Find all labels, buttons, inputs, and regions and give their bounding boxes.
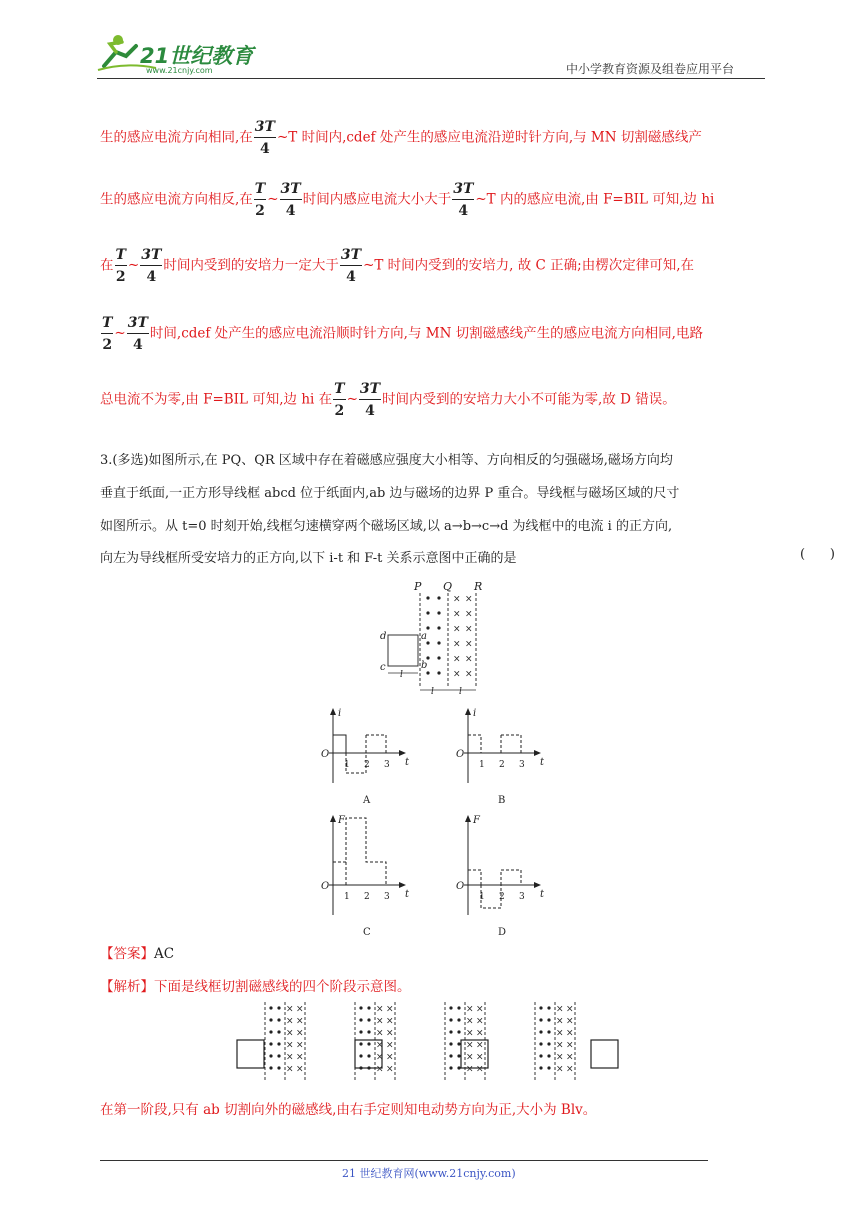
tick-label: 3 — [519, 892, 525, 902]
cross-mark: × — [566, 1064, 574, 1075]
fraction-3t-4: $\frac{3T}{4}$ — [340, 247, 362, 285]
dot-mark — [437, 641, 440, 644]
curve-segment — [366, 735, 386, 753]
y-axis-label: i — [338, 708, 342, 719]
dot-mark — [547, 1018, 550, 1021]
dot-mark — [269, 1066, 272, 1069]
cross-mark: × — [476, 1028, 484, 1039]
dot-mark — [539, 1042, 542, 1045]
tick-label: 3 — [384, 760, 390, 770]
curve-segment — [333, 735, 346, 753]
tick-label: 1 — [479, 892, 485, 902]
cross-mark: × — [476, 1052, 484, 1063]
cross-mark: × — [386, 1052, 394, 1063]
text-line-5 — [100, 382, 765, 418]
fraction-3t-4: $\frac{3T}{4}$ — [359, 381, 381, 419]
dot-mark — [539, 1054, 542, 1057]
cross-mark: × — [453, 594, 461, 605]
y-axis-label: F — [473, 815, 480, 826]
y-axis-label: i — [473, 708, 477, 719]
dot-mark — [457, 1042, 460, 1045]
origin-label: O — [321, 749, 330, 760]
x-axis-label: t — [540, 757, 545, 768]
magnetic-field-figure — [370, 578, 490, 696]
text-line-2 — [100, 182, 765, 218]
dot-mark — [367, 1018, 370, 1021]
dot-mark — [457, 1066, 460, 1069]
text-segment: 总电流不为零,由 F=BIL 可知,边 hi 在 — [100, 391, 333, 408]
dot-mark — [547, 1006, 550, 1009]
tick-label: 1 — [479, 760, 485, 770]
cross-mark: × — [476, 1004, 484, 1015]
cross-mark: × — [566, 1040, 574, 1051]
label-b: b — [421, 660, 428, 671]
dot-mark — [547, 1066, 550, 1069]
cross-mark: × — [286, 1028, 294, 1039]
dot-mark — [367, 1006, 370, 1009]
text-segment: ~ — [346, 391, 358, 408]
label-r: R — [474, 580, 483, 593]
origin-label: O — [456, 881, 465, 892]
cross-mark: × — [465, 654, 473, 665]
tick-label: 1 — [344, 892, 350, 902]
fraction-3t-4: $\frac{3T}{4}$ — [254, 119, 275, 157]
dot-mark — [437, 611, 440, 614]
graph-caption: D — [498, 927, 507, 938]
cross-mark: × — [286, 1064, 294, 1075]
cross-mark: × — [556, 1040, 564, 1051]
dot-mark — [539, 1006, 542, 1009]
cross-mark: × — [556, 1004, 564, 1015]
cross-mark: × — [466, 1028, 474, 1039]
cross-mark: × — [465, 594, 473, 605]
cross-mark: × — [476, 1016, 484, 1027]
cross-mark: × — [296, 1016, 304, 1027]
text-segment: ~T 时间内受到的安培力, 故 C 正确;由楞次定律可知,在 — [363, 257, 695, 274]
text-segment: ~T 时间内,cdef 处产生的感应电流沿逆时针方向,与 MN 切割磁感线产 — [276, 129, 702, 146]
cross-mark: × — [466, 1040, 474, 1051]
cross-mark: × — [453, 654, 461, 665]
cross-mark: × — [296, 1064, 304, 1075]
dot-mark — [539, 1018, 542, 1021]
cross-mark: × — [376, 1028, 384, 1039]
cross-mark: × — [296, 1028, 304, 1039]
x-axis-label: t — [405, 757, 410, 768]
dot-mark — [426, 611, 429, 614]
x-axis-label: t — [405, 889, 410, 900]
dot-mark — [437, 671, 440, 674]
cross-mark: × — [466, 1016, 474, 1027]
dot-mark — [457, 1054, 460, 1057]
cross-mark: × — [465, 639, 473, 650]
dot-mark — [277, 1018, 280, 1021]
wire-frame — [237, 1040, 264, 1068]
cross-mark: × — [476, 1064, 484, 1075]
cross-mark: × — [296, 1052, 304, 1063]
dot-mark — [426, 626, 429, 629]
tick-label: 2 — [499, 892, 505, 902]
graph-caption: B — [498, 795, 506, 806]
dot-mark — [437, 596, 440, 599]
dot-mark — [547, 1030, 550, 1033]
cross-mark: × — [386, 1040, 394, 1051]
text-line-4 — [100, 316, 765, 352]
cross-mark: × — [286, 1040, 294, 1051]
logo-url: www.21cnjy.com — [146, 66, 213, 75]
cross-mark: × — [556, 1064, 564, 1075]
graph-caption: C — [363, 927, 371, 938]
cross-mark: × — [465, 624, 473, 635]
cross-mark: × — [556, 1016, 564, 1027]
dot-mark — [437, 626, 440, 629]
dot-mark — [539, 1030, 542, 1033]
cross-mark: × — [566, 1004, 574, 1015]
answer-line — [100, 942, 174, 962]
dot-mark — [359, 1030, 362, 1033]
dot-mark — [437, 656, 440, 659]
dot-mark — [269, 1018, 272, 1021]
cross-mark: × — [386, 1004, 394, 1015]
answer-label: 【答案】 — [100, 946, 154, 962]
dot-mark — [426, 671, 429, 674]
dot-mark — [269, 1042, 272, 1045]
cross-mark: × — [376, 1004, 384, 1015]
text-segment: 时间,cdef 处产生的感应电流沿顺时针方向,与 MN 切割磁感线产生的感应电流方向相同,电路 — [149, 325, 703, 342]
tick-label: 1 — [344, 760, 350, 770]
dot-mark — [457, 1018, 460, 1021]
label-l: l — [459, 687, 462, 697]
cross-mark: × — [566, 1052, 574, 1063]
text-segment: 在 — [100, 257, 114, 274]
cross-mark: × — [466, 1004, 474, 1015]
text-segment: 生的感应电流方向相同,在 — [100, 129, 253, 146]
cross-mark: × — [466, 1052, 474, 1063]
curve-segment — [468, 735, 481, 753]
field-in-crosses — [453, 595, 473, 680]
dot-mark — [449, 1054, 452, 1057]
tick-label: 2 — [499, 760, 505, 770]
dot-mark — [367, 1042, 370, 1045]
fraction-3t-4: $\frac{3T}{4}$ — [141, 247, 162, 285]
cross-mark: × — [376, 1016, 384, 1027]
label-c: c — [380, 662, 386, 673]
text-line-1 — [100, 120, 765, 156]
dot-mark — [269, 1030, 272, 1033]
cross-mark: × — [556, 1028, 564, 1039]
cross-mark: × — [386, 1064, 394, 1075]
dot-mark — [449, 1042, 452, 1045]
curve-segment — [501, 735, 521, 753]
stage-diagrams — [235, 1000, 630, 1084]
dot-mark — [359, 1018, 362, 1021]
fraction-3t-4: $\frac{3T}{4}$ — [453, 181, 474, 219]
dot-mark — [547, 1042, 550, 1045]
dot-mark — [426, 596, 429, 599]
text-segment: 时间内受到的安培力大小不可能为零,故 D 错误。 — [382, 391, 676, 408]
label-p: P — [414, 580, 422, 593]
cross-mark: × — [453, 624, 461, 635]
question-line-2: 垂直于纸面,一正方形导线框 abcd 位于纸面内,ab 边与磁场的边界 P 重合。导线框与磁场区域的尺寸 — [100, 486, 680, 501]
tick-label: 3 — [384, 892, 390, 902]
curve-segment — [468, 870, 481, 885]
text-segment: ~ — [127, 257, 140, 274]
fraction-t-2: $\frac{T}{2}$ — [102, 315, 113, 353]
label-l: l — [400, 670, 403, 680]
dot-mark — [359, 1042, 362, 1045]
fraction-t-2: $\frac{T}{2}$ — [254, 181, 266, 219]
question-line-3: 如图所示。从 t=0 时刻开始,线框匀速横穿两个磁场区域,以 a→b→c→d 为线框中的电流 i 的正方向, — [100, 519, 673, 534]
text-segment: 时间内感应电流大小大于 — [302, 191, 452, 208]
graph-caption: A — [363, 795, 371, 806]
dot-mark — [269, 1006, 272, 1009]
graph-d — [450, 810, 550, 938]
text-segment: ~T 内的感应电流,由 F=BIL 可知,边 hi — [475, 191, 715, 208]
dot-mark — [277, 1030, 280, 1033]
dot-mark — [449, 1006, 452, 1009]
tick-label: 2 — [364, 760, 370, 770]
dot-mark — [367, 1054, 370, 1057]
text-segment: ~ — [267, 191, 279, 208]
cross-mark: × — [296, 1040, 304, 1051]
wire-frame — [591, 1040, 618, 1068]
footer-rule — [100, 1160, 708, 1161]
fraction-3t-4: $\frac{3T}{4}$ — [127, 315, 148, 353]
dot-mark — [457, 1030, 460, 1033]
dot-mark — [449, 1066, 452, 1069]
cross-mark: × — [386, 1028, 394, 1039]
cross-mark: × — [465, 669, 473, 680]
cross-mark: × — [476, 1040, 484, 1051]
y-axis-label: F — [338, 815, 345, 826]
question-line-4: 向左为导线框所受安培力的正方向,以下 i-t 和 F-t 关系示意图中正确的是 — [100, 551, 517, 566]
text-line-3 — [100, 248, 765, 284]
cross-mark: × — [453, 669, 461, 680]
dot-mark — [359, 1006, 362, 1009]
answer-paren: ( ) — [800, 547, 835, 562]
dot-mark — [547, 1054, 550, 1057]
cross-mark: × — [466, 1064, 474, 1075]
cross-mark: × — [386, 1016, 394, 1027]
graph-b — [450, 703, 550, 813]
cross-mark: × — [296, 1004, 304, 1015]
dot-mark — [359, 1054, 362, 1057]
dot-mark — [449, 1030, 452, 1033]
fraction-t-2: $\frac{T}{2}$ — [115, 247, 126, 285]
final-line: 在第一阶段,只有 ab 切割向外的磁感线,由右手定则知电动势方向为正,大小为 Blv。 — [100, 1102, 597, 1118]
cross-mark: × — [286, 1016, 294, 1027]
fraction-t-2: $\frac{T}{2}$ — [334, 381, 345, 419]
text-segment: 时间内受到的安培力一定大于 — [163, 257, 339, 274]
analysis-text: 下面是线框切割磁感线的四个阶段示意图。 — [154, 979, 411, 995]
analysis-label: 【解析】 — [100, 979, 154, 995]
cross-mark: × — [465, 609, 473, 620]
origin-label: O — [456, 749, 465, 760]
header-rule — [97, 78, 765, 79]
cross-mark: × — [566, 1028, 574, 1039]
curve-segment — [501, 870, 521, 885]
logo-text: 21世纪教育 — [140, 44, 254, 68]
cross-mark: × — [376, 1040, 384, 1051]
cross-mark: × — [286, 1052, 294, 1063]
graph-a — [315, 703, 415, 813]
footer-text: 21 世纪教育网(www.21cnjy.com) — [342, 1167, 516, 1180]
label-d: d — [380, 631, 387, 642]
label-a: a — [421, 631, 427, 642]
label-l: l — [431, 687, 434, 697]
cross-mark: × — [286, 1004, 294, 1015]
platform-name: 中小学教育资源及组卷应用平台 — [566, 62, 735, 76]
dot-mark — [449, 1018, 452, 1021]
dot-mark — [277, 1006, 280, 1009]
cross-mark: × — [566, 1016, 574, 1027]
tick-label: 3 — [519, 760, 525, 770]
dot-mark — [539, 1066, 542, 1069]
cross-mark: × — [453, 609, 461, 620]
question-line-1: 3.(多选)如图所示,在 PQ、QR 区域中存在着磁感应强度大小相等、方向相反的匀强磁场,磁场方向均 — [100, 453, 673, 468]
cross-mark: × — [453, 639, 461, 650]
graph-c — [315, 810, 415, 938]
curve-segment — [333, 818, 386, 885]
dot-mark — [277, 1066, 280, 1069]
answer-value: AC — [154, 946, 175, 962]
cross-mark: × — [376, 1052, 384, 1063]
tick-label: 2 — [364, 892, 370, 902]
dot-mark — [269, 1054, 272, 1057]
dot-mark — [277, 1042, 280, 1045]
label-q: Q — [443, 580, 453, 593]
analysis-line — [100, 975, 411, 995]
text-segment: ~ — [114, 325, 126, 342]
origin-label: O — [321, 881, 330, 892]
dot-mark — [367, 1030, 370, 1033]
x-axis-label: t — [540, 889, 545, 900]
dot-mark — [277, 1054, 280, 1057]
field-out-dots — [426, 596, 440, 674]
cross-mark: × — [376, 1064, 384, 1075]
fraction-3t-4: $\frac{3T}{4}$ — [280, 181, 301, 219]
dot-mark — [457, 1006, 460, 1009]
text-segment: 生的感应电流方向相反,在 — [100, 191, 253, 208]
cross-mark: × — [556, 1052, 564, 1063]
